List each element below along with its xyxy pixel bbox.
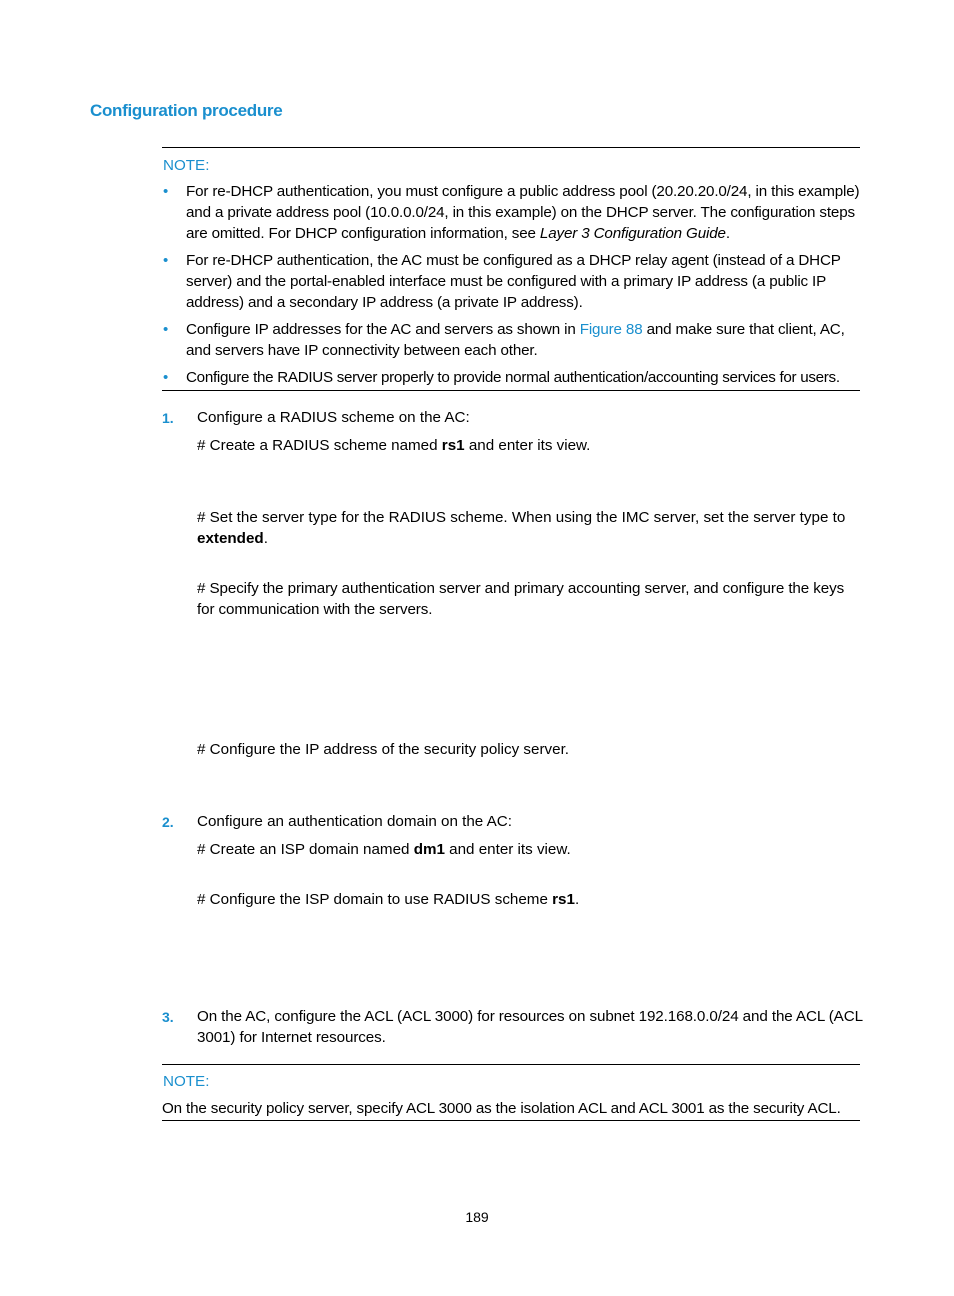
guide-title: Layer 3 Configuration Guide [539, 225, 726, 242]
note-bottom-rule [162, 1120, 860, 1121]
note-label: NOTE: [163, 1073, 210, 1090]
note-bottom-rule [162, 390, 860, 391]
bullet-icon: • [163, 321, 169, 338]
note-text: On the security policy server, specify ACL 3000 as the isolation ACL and ACL 3001 as the security ACL. [162, 1100, 841, 1117]
note-bullet-list [162, 181, 862, 394]
step-paragraph: # Configure the IP address of the security policy server. [197, 741, 570, 758]
step-text: Configure a RADIUS scheme on the AC: [197, 409, 470, 426]
note-top-rule [162, 147, 860, 148]
bullet-icon: • [163, 369, 168, 386]
bullet-icon: • [163, 252, 169, 269]
section-heading: Configuration procedure [90, 101, 283, 120]
note-bullet-4: • Configure the RADIUS server properly to provide normal authentication/accounting services for users. [163, 369, 840, 386]
note-bullet-1: • For re-DHCP authentication, you must configure a public address pool (20.20.20.0/24, in this example) and a private address pool (10.0.0.0/24, in this example) on the DHCP server. The configuration steps are omitted. For DHCP configuration information, see Layer 3 Configuration Guide. [163, 183, 860, 242]
note-bullet-2: • For re-DHCP authentication, the AC must be configured as a DHCP relay agent (instead of a DHCP server) and the portal-enabled interface must be configured with a primary IP address (a public IP address) and a secondary IP address (a private IP address). [163, 252, 841, 311]
note-label: NOTE: [163, 157, 210, 174]
step-paragraph: # Specify the primary authentication server and primary accounting server, and configure the keys for communication with the servers. [197, 580, 845, 618]
step-number: 1. [162, 410, 174, 426]
step-paragraph: # Create a RADIUS scheme named rs1 and enter its view. [197, 437, 591, 454]
bullet-icon: • [163, 183, 169, 200]
step-number: 3. [162, 1009, 174, 1025]
step-text: On the AC, configure the ACL (ACL 3000) for resources on subnet 192.168.0.0/24 and the ACL (ACL 3001) for Internet resources. [197, 1008, 863, 1046]
step-text: Configure an authentication domain on the AC: [197, 813, 512, 830]
step-paragraph: # Set the server type for the RADIUS scheme. When using the IMC server, set the server type to extended. [197, 509, 846, 547]
step-paragraph: # Create an ISP domain named dm1 and enter its view. [197, 841, 571, 858]
figure-link[interactable]: Figure 88 [579, 321, 643, 338]
step-paragraph: # Configure the ISP domain to use RADIUS scheme rs1. [197, 891, 580, 908]
page-number: 189 [465, 1209, 489, 1225]
step-number: 2. [162, 814, 174, 830]
note-bullet-3: • Configure IP addresses for the AC and servers as shown in Figure 88 and make sure that client, AC, and servers have IP connectivity between each other. [163, 321, 845, 359]
note-top-rule [162, 1064, 860, 1065]
